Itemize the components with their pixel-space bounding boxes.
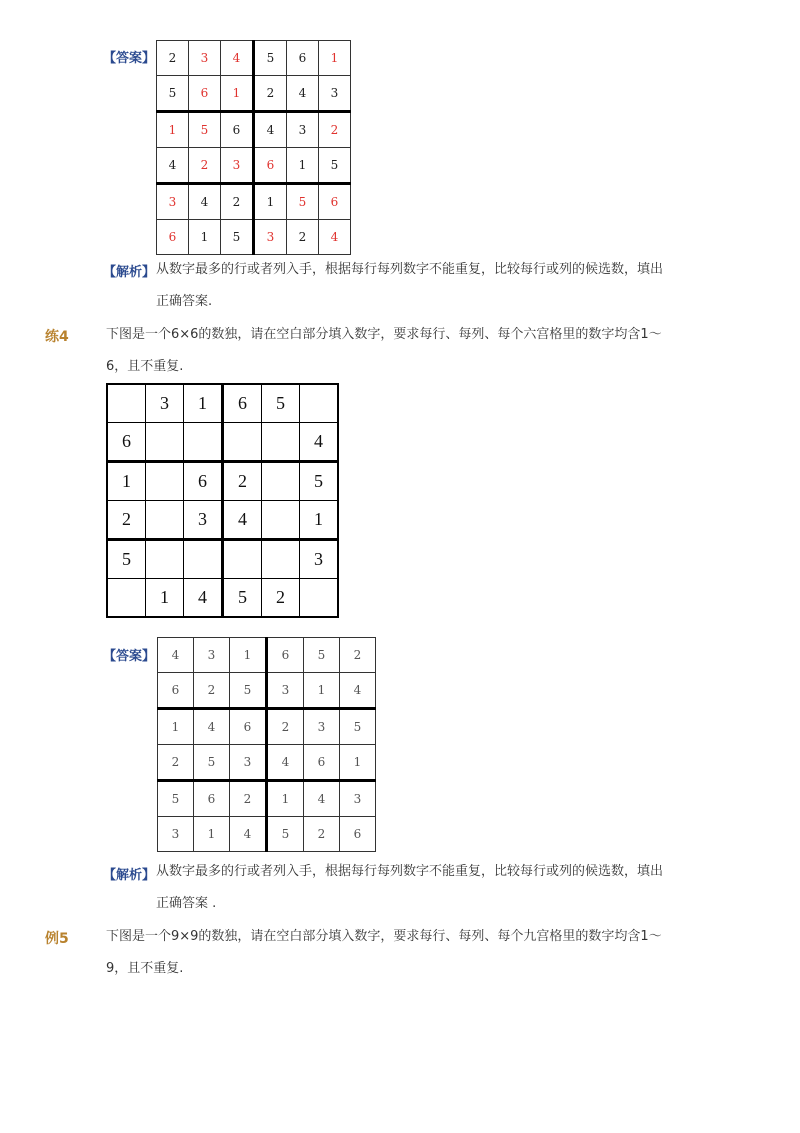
grid-cell (262, 540, 300, 579)
grid-cell: 6 (157, 220, 189, 255)
grid-cell: 6 (194, 781, 230, 817)
grid-row (107, 501, 338, 540)
grid-cell: 2 (340, 638, 376, 673)
grid-row (107, 384, 338, 423)
grid-cell: 6 (158, 673, 194, 709)
grid-cell: 6 (304, 745, 340, 781)
grid-cell: 6 (267, 638, 304, 673)
grid-cell: 1 (300, 501, 339, 540)
grid-cell: 5 (304, 638, 340, 673)
grid-cell: 2 (223, 462, 262, 501)
grid-cell: 2 (287, 220, 319, 255)
grid-cell: 5 (262, 384, 300, 423)
analysis-label: 【解析】 (103, 868, 156, 883)
grid-cell: 1 (221, 76, 254, 112)
grid-cell (262, 462, 300, 501)
grid-row (157, 220, 351, 255)
grid-row (158, 745, 376, 781)
grid-cell: 1 (146, 579, 184, 618)
exercise-text-line1: 下图是一个6×6的数独，请在空白部分填入数字，要求每行、每列、每个六宫格里的数字均含1～ (106, 327, 662, 342)
grid-cell: 5 (230, 673, 267, 709)
example-text-line2: 9，且不重复. (106, 961, 184, 976)
grid-cell: 1 (107, 462, 146, 501)
grid-cell (184, 540, 223, 579)
grid-cell (300, 384, 339, 423)
grid-cell: 2 (230, 781, 267, 817)
grid-cell: 2 (262, 579, 300, 618)
grid-cell (146, 501, 184, 540)
grid-cell: 2 (157, 41, 189, 76)
grid-row (157, 112, 351, 148)
grid-cell: 6 (287, 41, 319, 76)
grid-cell (300, 579, 339, 618)
grid-cell: 3 (157, 184, 189, 220)
grid-cell: 4 (319, 220, 351, 255)
grid-cell: 3 (146, 384, 184, 423)
example-text-line1: 下图是一个9×9的数独，请在空白部分填入数字，要求每行、每列、每个九宫格里的数字均含1～ (106, 929, 662, 944)
answer-grid-2 (157, 637, 376, 852)
answer-label: 【答案】 (103, 51, 156, 66)
grid-cell: 1 (287, 148, 319, 184)
grid-cell: 3 (254, 220, 287, 255)
grid-cell: 3 (267, 673, 304, 709)
grid-cell: 3 (194, 638, 230, 673)
grid-cell (262, 423, 300, 462)
grid-row (107, 579, 338, 618)
grid-cell: 5 (107, 540, 146, 579)
analysis-text-line1: 从数字最多的行或者列入手，根据每行每列数字不能重复，比较每行或列的候选数，填出 (156, 864, 664, 879)
grid-cell: 4 (157, 148, 189, 184)
analysis-text-line1: 从数字最多的行或者列入手，根据每行每列数字不能重复，比较每行或列的候选数，填出 (156, 262, 664, 277)
grid-cell: 5 (287, 184, 319, 220)
grid-cell: 5 (319, 148, 351, 184)
exercise-tag: 练4 (45, 329, 69, 345)
grid-cell: 1 (304, 673, 340, 709)
answer-label: 【答案】 (103, 649, 156, 664)
grid-cell: 1 (189, 220, 221, 255)
grid-cell (146, 462, 184, 501)
grid-row (158, 673, 376, 709)
grid-cell: 1 (157, 112, 189, 148)
grid-cell: 2 (221, 184, 254, 220)
grid-cell: 6 (189, 76, 221, 112)
grid-row (107, 462, 338, 501)
grid-cell: 3 (319, 76, 351, 112)
grid-cell: 6 (184, 462, 223, 501)
grid-cell: 1 (194, 817, 230, 852)
grid-row (158, 817, 376, 852)
grid-cell: 4 (254, 112, 287, 148)
grid-cell: 4 (300, 423, 339, 462)
grid-cell (146, 423, 184, 462)
exercise-text-line2: 6，且不重复. (106, 359, 184, 374)
grid-row (158, 709, 376, 745)
grid-cell: 4 (287, 76, 319, 112)
example-tag: 例5 (45, 931, 69, 947)
analysis-text-line2: 正确答案. (156, 294, 213, 309)
grid-row (157, 76, 351, 112)
grid-cell: 5 (221, 220, 254, 255)
answer-grid-1 (156, 40, 351, 255)
grid-cell: 3 (304, 709, 340, 745)
grid-cell: 5 (158, 781, 194, 817)
grid-cell (223, 423, 262, 462)
grid-cell: 6 (340, 817, 376, 852)
grid-cell: 5 (157, 76, 189, 112)
grid-cell: 2 (267, 709, 304, 745)
grid-cell: 3 (221, 148, 254, 184)
grid-cell: 1 (158, 709, 194, 745)
grid-cell: 4 (189, 184, 221, 220)
grid-cell (107, 384, 146, 423)
grid-row (157, 184, 351, 220)
grid-cell: 4 (184, 579, 223, 618)
grid-cell: 1 (340, 745, 376, 781)
grid-row (157, 148, 351, 184)
grid-cell: 2 (304, 817, 340, 852)
grid-cell: 1 (254, 184, 287, 220)
grid-cell: 3 (300, 540, 339, 579)
grid-cell: 3 (287, 112, 319, 148)
grid-cell: 6 (221, 112, 254, 148)
grid-cell: 3 (340, 781, 376, 817)
grid-cell (262, 501, 300, 540)
grid-cell: 4 (223, 501, 262, 540)
grid-cell: 6 (223, 384, 262, 423)
grid-cell: 3 (189, 41, 221, 76)
grid-cell (107, 579, 146, 618)
grid-cell: 2 (194, 673, 230, 709)
grid-cell: 3 (230, 745, 267, 781)
grid-cell: 6 (230, 709, 267, 745)
grid-cell (184, 423, 223, 462)
grid-cell: 4 (304, 781, 340, 817)
grid-cell: 5 (267, 817, 304, 852)
grid-cell: 5 (194, 745, 230, 781)
grid-cell: 2 (107, 501, 146, 540)
grid-cell: 4 (230, 817, 267, 852)
grid-cell: 5 (254, 41, 287, 76)
grid-cell: 2 (158, 745, 194, 781)
grid-cell: 4 (267, 745, 304, 781)
analysis-text-line2: 正确答案 . (156, 896, 217, 911)
grid-cell: 3 (184, 501, 223, 540)
grid-cell: 4 (194, 709, 230, 745)
grid-cell: 2 (254, 76, 287, 112)
grid-cell: 4 (158, 638, 194, 673)
grid-cell: 4 (221, 41, 254, 76)
grid-row (107, 540, 338, 579)
grid-cell: 5 (340, 709, 376, 745)
grid-cell: 4 (340, 673, 376, 709)
grid-cell: 5 (300, 462, 339, 501)
grid-cell: 1 (230, 638, 267, 673)
sudoku-puzzle-grid (106, 383, 339, 618)
grid-cell: 1 (319, 41, 351, 76)
grid-cell: 3 (158, 817, 194, 852)
grid-cell (223, 540, 262, 579)
grid-cell: 2 (319, 112, 351, 148)
grid-row (107, 423, 338, 462)
grid-cell: 6 (319, 184, 351, 220)
grid-row (158, 781, 376, 817)
grid-row (157, 41, 351, 76)
grid-cell: 1 (267, 781, 304, 817)
grid-cell: 5 (223, 579, 262, 618)
grid-cell: 5 (189, 112, 221, 148)
grid-cell: 6 (107, 423, 146, 462)
grid-cell: 2 (189, 148, 221, 184)
grid-cell (146, 540, 184, 579)
grid-cell: 1 (184, 384, 223, 423)
analysis-label: 【解析】 (103, 265, 156, 280)
grid-row (158, 638, 376, 673)
grid-cell: 6 (254, 148, 287, 184)
